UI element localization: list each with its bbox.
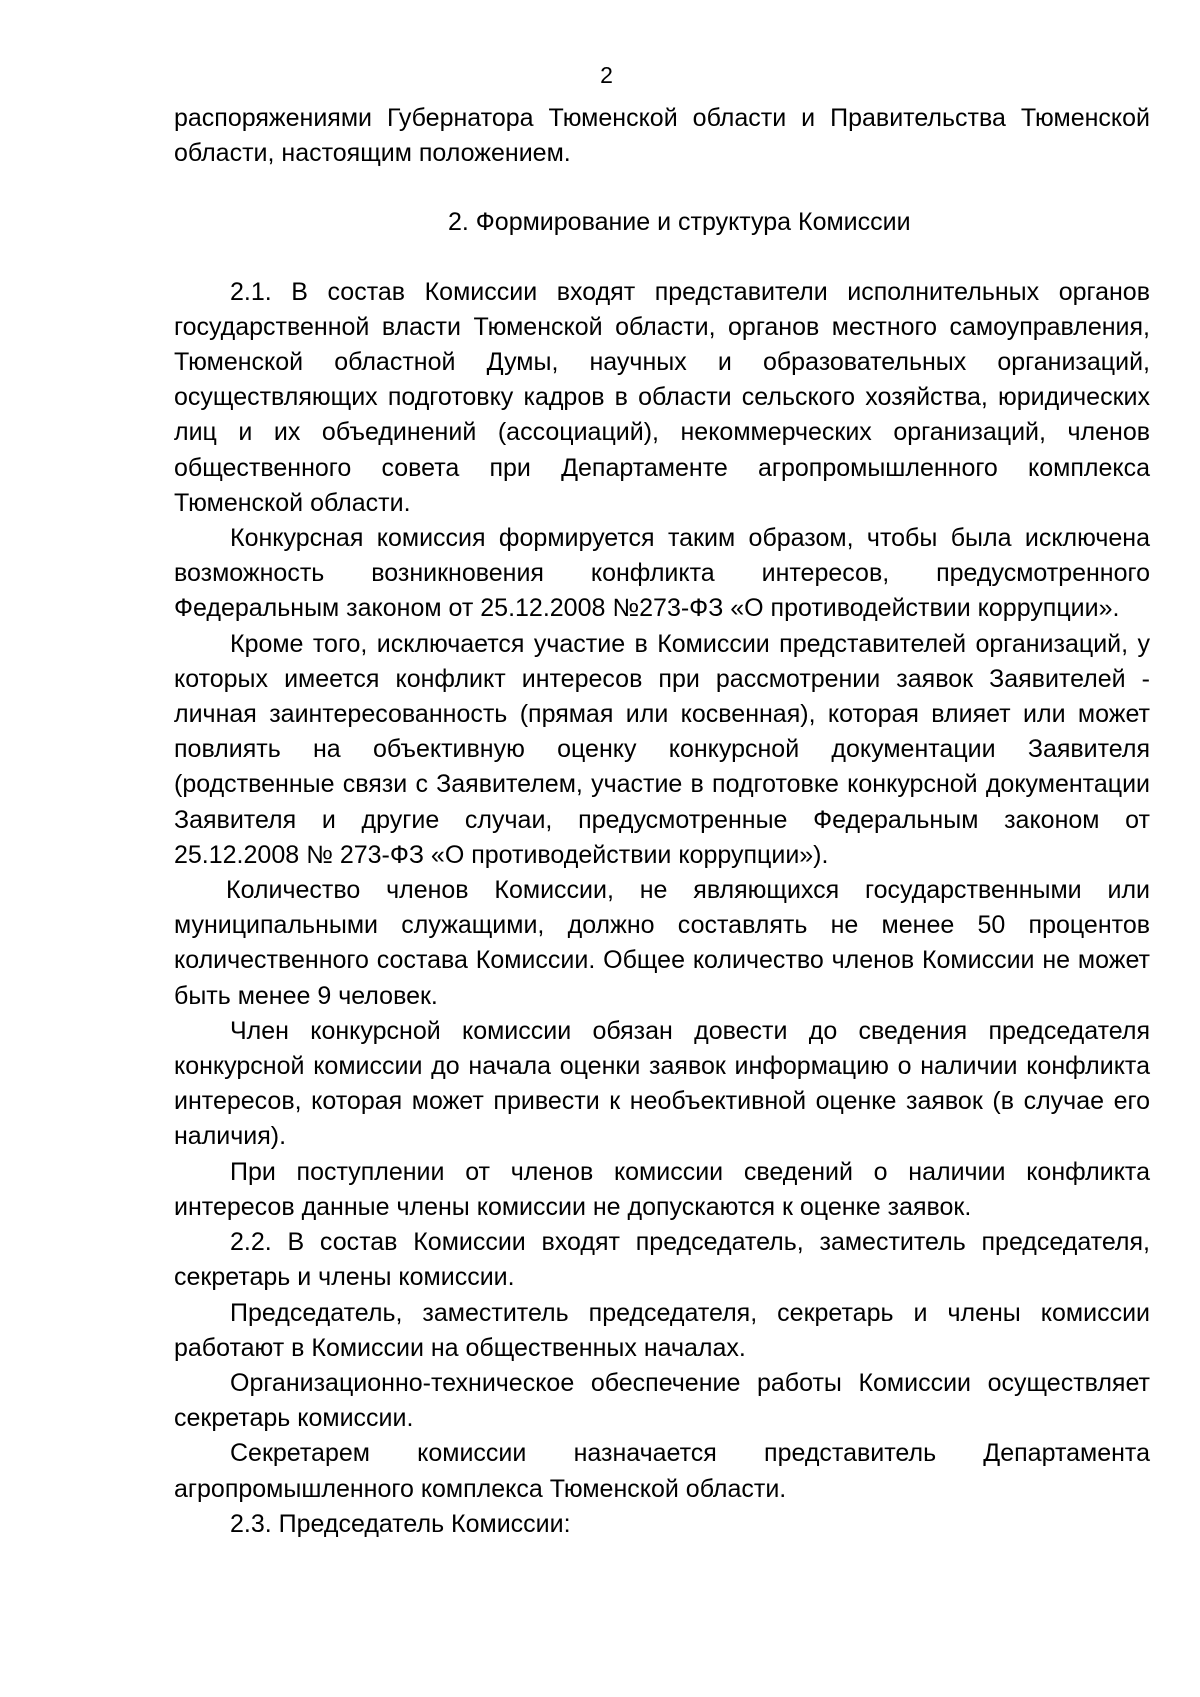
paragraph-conflict-admission: При поступлении от членов комиссии сведений о наличии конфликта интересов данные члены комиссии не допускаются к оценке заявок.	[174, 1157, 1150, 1221]
spacer	[174, 241, 1150, 275]
paragraph-voluntary-basis: Председатель, заместитель председателя, секретарь и члены комиссии работают в Комиссии на общественных началах.	[174, 1298, 1150, 1362]
paragraph-2-1: 2.1. В состав Комиссии входят представители исполнительных органов государственной власти Тюменской области, органов местного самоуправления, Тюменской областной Думы, научных и образовательных организаций, осуществляющих подготовку кадров в области сельского хозяйства, юридических лиц и их объединений (ассоциаций), некоммерческих организаций, членов общественного совета при Департаменте агропромышленного комплекса Тюменской области.	[174, 277, 1150, 517]
page-number: 2	[600, 62, 613, 88]
document-body	[174, 101, 1150, 1542]
section-heading: 2. Формирование и структура Комиссии	[448, 208, 911, 237]
paragraph-secretary: Секретарем комиссии назначается представитель Департамента агропромышленного комплекса Тюменской области.	[174, 1439, 1150, 1503]
spacer	[174, 171, 1150, 205]
paragraph-2-2: 2.2. В состав Комиссии входят председатель, заместитель председателя, секретарь и члены комиссии.	[174, 1228, 1150, 1292]
paragraph-conflict-formation: Конкурсная комиссия формируется таким образом, чтобы была исключена возможность возникновения конфликта интересов, предусмотренного Федеральным законом от 25.12.2008 №273-ФЗ «О противодействии коррупции».	[174, 524, 1150, 623]
paragraph-2-3: 2.3. Председатель Комиссии:	[230, 1509, 571, 1538]
paragraph-member-count: Количество членов Комиссии, не являющихся государственными или муниципальными служащими, должно составлять не менее 50 процентов количественного состава Комиссии. Общее количество членов Комиссии не может быть менее 9 человек.	[174, 876, 1150, 1010]
paragraph-exclusion: Кроме того, исключается участие в Комиссии представителей организаций, у которых имеется конфликт интересов при рассмотрении заявок Заявителей - личная заинтересованность (прямая или косвенная), которая влияет или может повлиять на объективную оценку конкурсной документации Заявителя (родственные связи с Заявителем, участие в подготовке конкурсной документации Заявителя и другие случаи, предусмотренные Федеральным законом от 25.12.2008 № 273-ФЗ «О противодействии коррупции»).	[174, 629, 1150, 869]
paragraph-member-duty: Член конкурсной комиссии обязан довести до сведения председателя конкурсной комиссии до начала оценки заявок информацию о наличии конфликта интересов, которая может привести к необъективной оценке заявок (в случае его наличия).	[174, 1016, 1150, 1151]
paragraph-organizational-support: Организационно-техническое обеспечение работы Комиссии осуществляет секретарь комиссии.	[174, 1368, 1150, 1433]
lead-paragraph: распоряжениями Губернатора Тюменской области и Правительства Тюменской области, настоящим положением.	[174, 104, 1150, 168]
